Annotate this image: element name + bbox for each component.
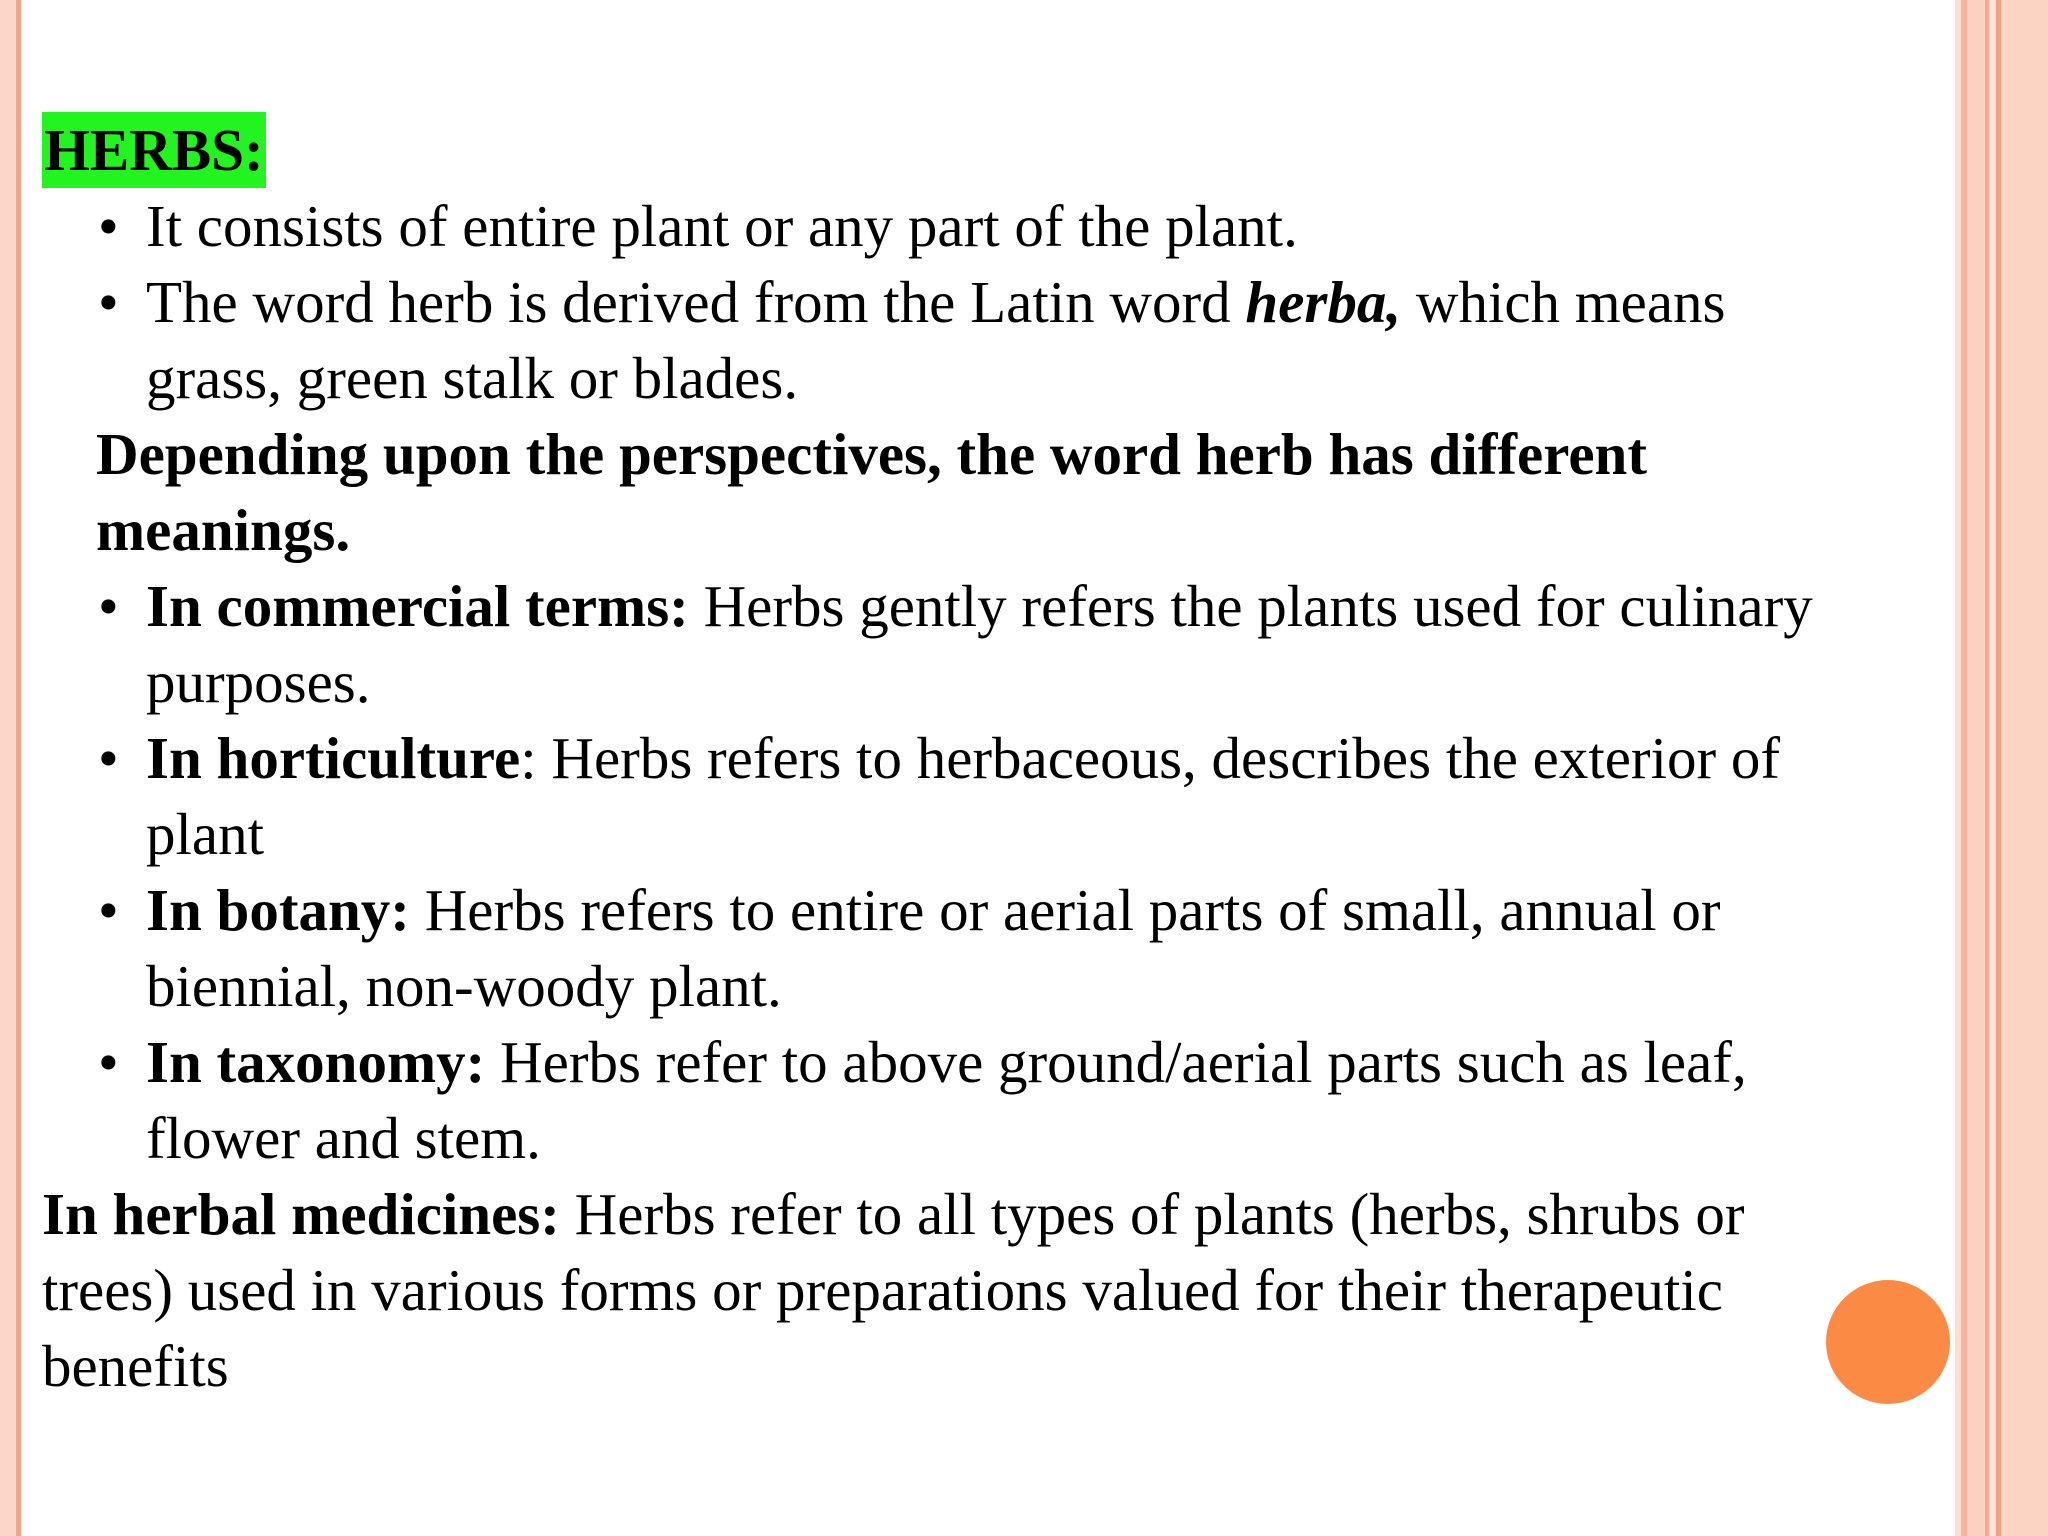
bullet-text: : Herbs refers to herbaceous, describes the exterior of (520, 725, 1781, 791)
bullet-text-continued: grass, green stalk or blades. (146, 345, 799, 411)
bullet-text: It consists of entire plant or any part of the plant. (146, 193, 1298, 259)
bullet-label: In taxonomy: (146, 1029, 486, 1095)
perspective-intro-line: meanings. (96, 497, 351, 563)
left-border-line (16, 0, 21, 1536)
bullet-icon: • (98, 573, 119, 639)
perspective-intro-line: Depending upon the perspectives, the word herb has different (96, 421, 1647, 487)
bullet-icon: • (98, 725, 119, 791)
paragraph-text: trees) used in various forms or preparations valued for their therapeutic (42, 1257, 1723, 1323)
bullet-label: In botany: (146, 877, 410, 943)
left-border (0, 0, 16, 1536)
bullet-text-continued: biennial, non-woody plant. (146, 953, 782, 1019)
bullet-text: Herbs refers to entire or aerial parts of small, annual or (409, 877, 1721, 943)
bullet-text-continued: purposes. (146, 649, 371, 715)
bullet-item (42, 1024, 2046, 1176)
bullet-item (42, 568, 2046, 720)
bullet-icon: • (98, 877, 119, 943)
perspective-intro (42, 416, 1946, 568)
bullet-label: In commercial terms: (146, 573, 689, 639)
bullet-item (42, 188, 2046, 264)
decorative-circle (1826, 1280, 1950, 1404)
bullet-item (42, 872, 2046, 1024)
bullet-icon: • (98, 193, 119, 259)
slide-heading: HERBS: (42, 112, 266, 188)
slide-content (42, 112, 2002, 1404)
latin-term: herba, (1245, 269, 1402, 335)
bullet-text-continued: flower and stem. (146, 1105, 541, 1171)
bullet-item (42, 264, 2046, 416)
bullet-text: which means (1401, 269, 1726, 335)
bullet-item (42, 720, 2046, 872)
paragraph-text: Herbs refer to all types of plants (herbs, shrubs or (559, 1181, 1745, 1247)
bullet-text: Herbs refer to above ground/aerial parts such as leaf, (485, 1029, 1747, 1095)
bullet-text: The word herb is derived from the Latin word (146, 269, 1246, 335)
paragraph-label: In herbal medicines: (42, 1181, 560, 1247)
heading-row (42, 112, 2002, 188)
bullet-label: In horticulture (146, 725, 521, 791)
bullet-text-continued: plant (146, 801, 264, 867)
herbal-medicines-paragraph (42, 1176, 2002, 1404)
paragraph-text: benefits (42, 1333, 229, 1399)
bullet-icon: • (98, 1029, 119, 1095)
bullet-icon: • (98, 269, 119, 335)
bullet-text: Herbs gently refers the plants used for culinary (688, 573, 1813, 639)
